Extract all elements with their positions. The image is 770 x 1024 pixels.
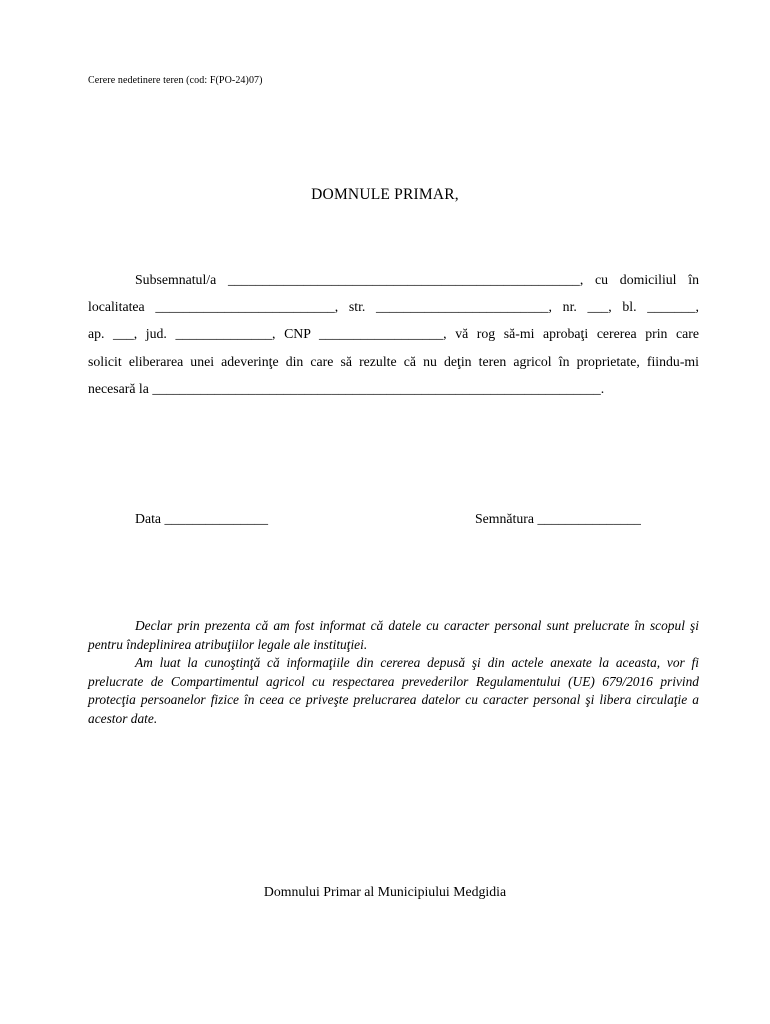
declaration-paragraph: Declar prin prezenta că am fost informat că datele cu caracter personal sunt prelucrate în scopul şi pentru îndeplinirea atribuţiilor legale ale instituţiei. <box>88 618 699 652</box>
request-line-destination: necesară la _________________________________________________________________. <box>88 380 605 396</box>
document-heading: DOMNULE PRIMAR, <box>311 186 459 203</box>
form-code: Cerere nedetinere teren (cod: F(PO-24)07) <box>88 75 263 86</box>
request-line-id: ap. ___, jud. ______________, CNP __________________, vă rog să-mi aprobaţi cererea prin care <box>88 326 699 342</box>
request-line-purpose: solicit eliberarea unei adeverinţe din care să rezulte că nu deţin teren agricol în proprietate, fiindu-mi <box>88 353 699 369</box>
request-line-address: localitatea __________________________, str. _________________________, nr. ___, bl. _______, <box>88 299 699 315</box>
addressee: Domnului Primar al Municipiului Medgidia <box>263 884 507 899</box>
date-field: Data _______________ <box>135 511 268 526</box>
data-processing-declaration <box>88 617 699 728</box>
signature-field: Semnătura _______________ <box>475 511 641 526</box>
request-line-name: Subsemnatul/a ___________________________________________________, cu domiciliul în <box>135 272 699 287</box>
request-body <box>88 266 699 402</box>
declaration-paragraph: Am luat la cunoştinţă că informaţiile din cererea depusă şi din actele anexate la aceasta, vor fi prelucrate de Compartimentul agricol cu respectarea prevederilor Regulamentului (UE) 679/2016 privind protecţia persoanelor fizice în ceea ce priveşte prelucrarea datelor cu caracter personal şi libera circulaţie a acestor date. <box>88 655 699 726</box>
